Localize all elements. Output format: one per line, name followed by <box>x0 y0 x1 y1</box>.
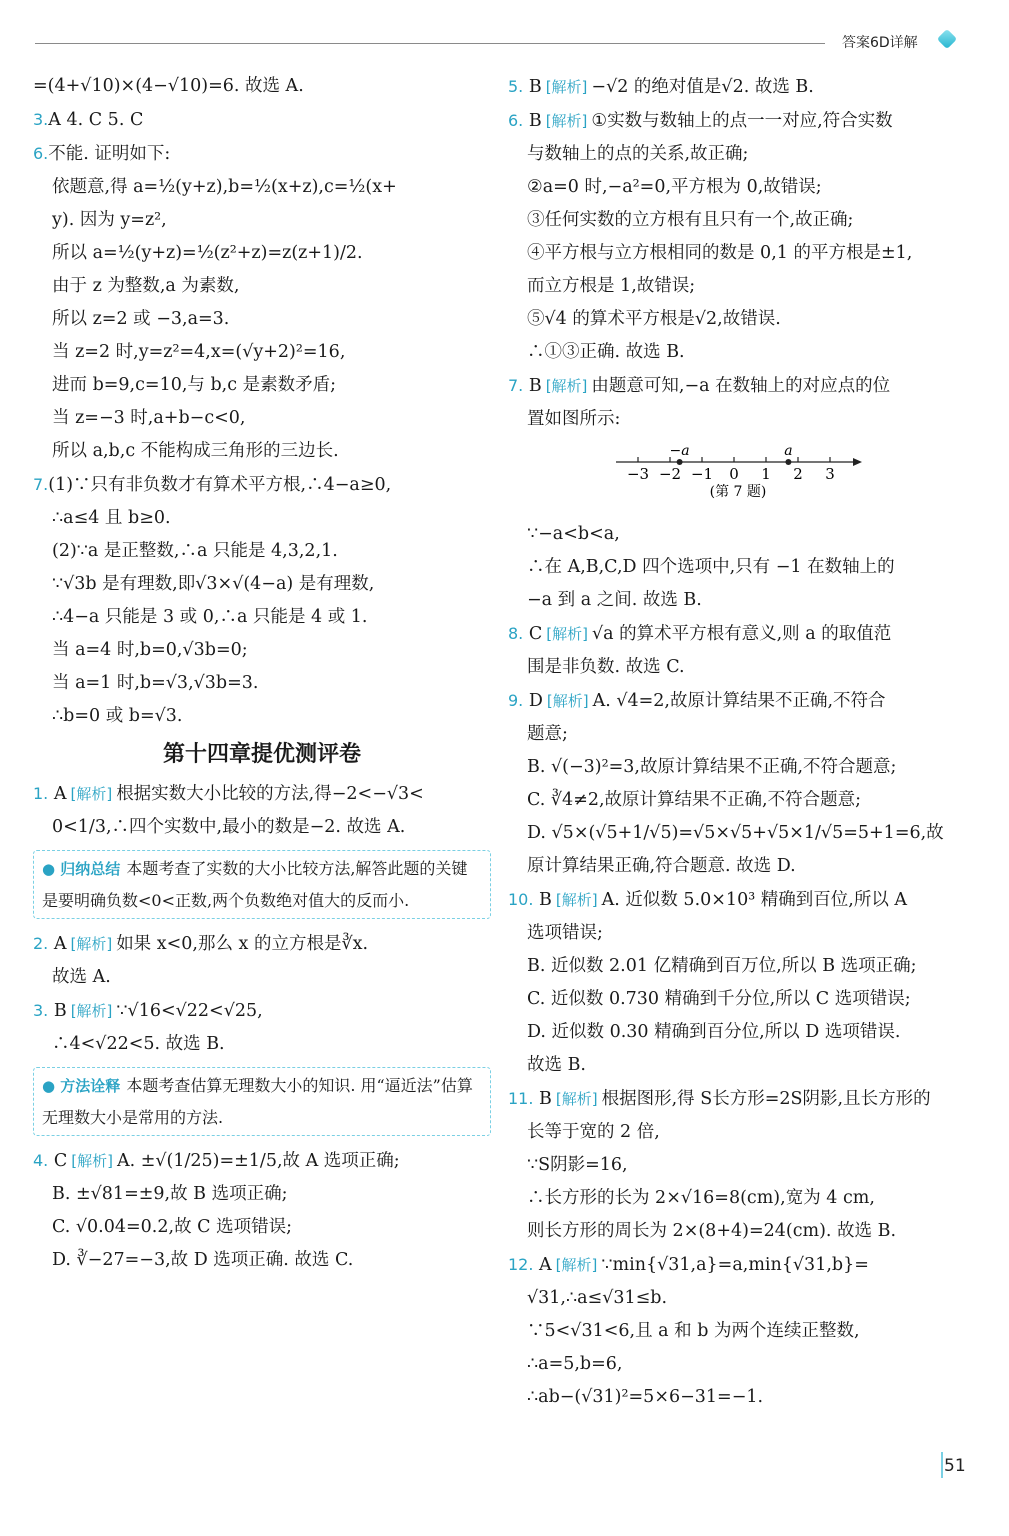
line-text: ①实数与数轴上的点一一对应,符合实数 <box>591 111 893 131</box>
right-text-line <box>508 1182 973 1215</box>
line-text: ∴4−a 只能是 3 或 0,∴a 只能是 4 或 1. <box>52 607 368 627</box>
number-line-svg <box>608 436 868 518</box>
line-text: ∴①③正确. 故选 B. <box>527 342 685 362</box>
neg-a-point <box>677 459 683 465</box>
right-text-line <box>508 369 973 403</box>
analysis-tag: [解析] <box>555 1090 598 1108</box>
analysis-tag: [解析] <box>545 377 588 395</box>
analysis-tag: [解析] <box>546 692 589 710</box>
left-text-line <box>33 137 491 171</box>
line-text: A. ±√(1/25)=±1/5,故 A 选项正确; <box>116 1151 400 1171</box>
line-text: ∵−a<b<a, <box>527 524 620 544</box>
line-text: 故选 B. <box>527 1055 586 1075</box>
line-text: (1)∵只有非负数才有算术平方根,∴4−a≥0, <box>48 475 392 495</box>
question-number: 4. <box>33 1151 49 1170</box>
header-label: 答案6D详解 <box>842 35 918 51</box>
left-text-line <box>33 994 491 1028</box>
left-text-line <box>33 171 491 204</box>
answer-choice: B <box>523 77 542 97</box>
line-text: ∵S阴影=16, <box>527 1155 628 1175</box>
left-text-line <box>33 961 491 994</box>
right-text-line <box>508 171 973 204</box>
line-text: ④平方根与立方根相同的数是 0,1 的平方根是±1, <box>527 243 913 263</box>
analysis-tag: [解析] <box>555 1256 598 1274</box>
left-text-line <box>33 700 491 733</box>
tip-box-text: 本题考查了实数的大小比较方法,解答此题的关键是要明确负数<0<正数,两个负数绝对值大的反而小. <box>42 859 468 910</box>
line-text: C. ∛4≠2,故原计算结果不正确,不符合题意; <box>527 790 861 810</box>
line-text: 根据图形,得 S长方形=2S阴影,且长方形的 <box>601 1089 931 1109</box>
right-text-line <box>508 1049 973 1082</box>
right-text-line <box>508 237 973 270</box>
line-text: 则长方形的周长为 2×(8+4)=24(cm). 故选 B. <box>527 1221 897 1241</box>
line-text: D. ∛−27=−3,故 D 选项正确. 故选 C. <box>52 1250 354 1270</box>
tick-label: −3 <box>626 465 650 483</box>
line-text: ②a=0 时,−a²=0,平方根为 0,故错误; <box>527 177 822 197</box>
left-text-line <box>33 1178 491 1211</box>
answer-choice: B <box>48 1001 67 1021</box>
line-text: 围是非负数. 故选 C. <box>527 657 685 677</box>
line-text: A. √4=2,故原计算结果不正确,不符合 <box>592 691 886 711</box>
line-text: =(4+√10)×(4−√10)=6. 故选 A. <box>33 76 304 96</box>
analysis-tag: [解析] <box>70 1002 113 1020</box>
right-text-line <box>508 917 973 950</box>
line-text: ⑤√4 的算术平方根是√2,故错误. <box>527 309 781 329</box>
line-text: ∴在 A,B,C,D 四个选项中,只有 −1 在数轴上的 <box>527 557 895 577</box>
left-text-line <box>33 535 491 568</box>
analysis-tag: [解析] <box>555 891 598 909</box>
left-text-line <box>33 667 491 700</box>
left-text-line <box>33 402 491 435</box>
line-text: 所以 a=½(y+z)=½(z²+z)=z(z+1)/2. <box>52 243 363 263</box>
line-text: ∵5<√31<6,且 a 和 b 为两个连续正整数, <box>527 1321 860 1341</box>
right-text-line <box>508 751 973 784</box>
line-text: 故选 A. <box>52 967 111 987</box>
question-number: 6. <box>33 144 49 163</box>
line-text: ∴ab−(√31)²=5×6−31=−1. <box>527 1387 764 1407</box>
line-text: 依题意,得 a=½(y+z),b=½(x+z),c=½(x+ <box>52 177 397 197</box>
answer-choice: A <box>48 934 67 954</box>
analysis-tag: [解析] <box>546 625 588 643</box>
line-text: 根据实数大小比较的方法,得−2<−√3< <box>116 784 424 804</box>
right-text-line <box>508 336 973 369</box>
right-text-line <box>508 403 973 436</box>
right-text-line <box>508 70 973 104</box>
right-text-line <box>508 1215 973 1248</box>
left-text-line <box>33 70 491 103</box>
axis-arrow <box>853 458 862 466</box>
right-text-line <box>508 617 973 651</box>
line-text: −√2 的绝对值是√2. 故选 B. <box>591 77 814 97</box>
question-number: 11. <box>508 1089 534 1108</box>
analysis-tag: [解析] <box>545 112 588 130</box>
analysis-tag: [解析] <box>545 78 588 96</box>
question-number: 5. <box>508 77 524 96</box>
right-text-line <box>508 138 973 171</box>
question-number: 12. <box>508 1255 534 1274</box>
line-text: ∵√3b 是有理数,即√3×√(4−a) 是有理数, <box>52 574 375 594</box>
line-text: 所以 a,b,c 不能构成三角形的三边长. <box>52 441 339 461</box>
question-number: 2. <box>33 934 49 953</box>
answer-choice: C <box>48 1151 68 1171</box>
line-text: √31,∴a≤√31≤b. <box>527 1288 668 1308</box>
left-text-line <box>33 435 491 468</box>
left-text-line <box>33 336 491 369</box>
line-text: 当 a=4 时,b=0,√3b=0; <box>52 640 248 660</box>
question-number: 6. <box>508 111 524 130</box>
answer-choice: C <box>523 624 543 644</box>
line-text: D. √5×(√5+1/√5)=√5×√5+√5×1/√5=5+1=6,故 <box>527 823 944 843</box>
tip-box-title: ● 归纳总结 <box>42 860 121 878</box>
line-text: B. 近似数 2.01 亿精确到百万位,所以 B 选项正确; <box>527 956 917 976</box>
tip-box-text: 本题考查估算无理数大小的知识. 用“逼近法”估算无理数大小是常用的方法. <box>42 1076 473 1127</box>
line-text: ∴长方形的长为 2×√16=8(cm),宽为 4 cm, <box>527 1188 875 1208</box>
left-text-line <box>33 1144 491 1178</box>
line-text: 选项错误; <box>527 923 603 943</box>
left-text-line <box>33 1244 491 1277</box>
tick-label: 0 <box>729 465 739 483</box>
question-number: 3. <box>33 110 49 129</box>
right-text-line <box>508 718 973 751</box>
line-text: 由题意可知,−a 在数轴上的对应点的位 <box>591 376 891 396</box>
question-number: 7. <box>33 475 49 494</box>
left-text-line <box>33 927 491 961</box>
line-text: A 4. C 5. C <box>48 110 144 130</box>
gem-icon <box>937 29 957 49</box>
left-text-line <box>33 1028 491 1061</box>
left-text-line <box>33 237 491 270</box>
line-text: 与数轴上的点的关系,故正确; <box>527 144 749 164</box>
line-text: 进而 b=9,c=10,与 b,c 是素数矛盾; <box>52 375 337 395</box>
line-text: 题意; <box>527 724 568 744</box>
line-text: 不能. 证明如下: <box>48 144 171 164</box>
question-number: 7. <box>508 376 524 395</box>
tip-box <box>33 850 491 919</box>
analysis-tag: [解析] <box>71 1152 113 1170</box>
answer-choice: B <box>523 376 542 396</box>
line-text: ∴4<√22<5. 故选 B. <box>52 1034 225 1054</box>
page-number: 51 <box>944 1456 966 1476</box>
right-text-line <box>508 950 973 983</box>
chapter-title: 第十四章提优测评卷 <box>162 742 361 767</box>
line-text: 当 a=1 时,b=√3,√3b=3. <box>52 673 259 693</box>
tip-box-title: ● 方法诠释 <box>42 1077 121 1095</box>
tick-label: 1 <box>761 465 771 483</box>
left-text-line <box>33 634 491 667</box>
header-rule <box>35 43 825 44</box>
line-text: 当 z=2 时,y=z²=4,x=(√y+2)²=16, <box>52 342 346 362</box>
line-text: 置如图所示: <box>527 409 621 429</box>
left-text-line <box>33 303 491 336</box>
answer-choice: D <box>523 691 543 711</box>
line-text: C. √0.04=0.2,故 C 选项错误; <box>52 1217 292 1237</box>
right-text-line <box>508 584 973 617</box>
left-text-line <box>33 270 491 303</box>
left-text-line <box>33 811 491 844</box>
line-text: −a 到 a 之间. 故选 B. <box>527 590 702 610</box>
right-text-line <box>508 204 973 237</box>
left-text-line <box>33 777 491 811</box>
right-text-line <box>508 883 973 917</box>
line-text: D. 近似数 0.30 精确到百分位,所以 D 选项错误. <box>527 1022 901 1042</box>
tick-label: −2 <box>658 465 682 483</box>
right-text-line <box>508 1282 973 1315</box>
left-text-line <box>33 502 491 535</box>
question-number: 3. <box>33 1001 49 1020</box>
line-text: 当 z=−3 时,a+b−c<0, <box>52 408 246 428</box>
left-text-line <box>33 468 491 502</box>
tick-label: 3 <box>825 465 835 483</box>
answer-choice: B <box>523 111 542 131</box>
line-text: 长等于宽的 2 倍, <box>527 1122 660 1142</box>
right-text-line <box>508 104 973 138</box>
line-text: 所以 z=2 或 −3,a=3. <box>52 309 230 329</box>
left-text-line <box>33 601 491 634</box>
left-text-line <box>33 103 491 137</box>
line-text: 而立方根是 1,故错误; <box>527 276 696 296</box>
line-text: B. ±√81=±9,故 B 选项正确; <box>52 1184 288 1204</box>
figure-caption: (第 7 题) <box>709 484 767 500</box>
line-text: ∵√16<√22<√25, <box>116 1001 263 1021</box>
a-label: a <box>784 443 793 459</box>
right-text-line <box>508 1116 973 1149</box>
right-text-line <box>508 651 973 684</box>
left-text-line <box>33 369 491 402</box>
left-text-line <box>33 1211 491 1244</box>
line-text: ∴a=5,b=6, <box>527 1354 623 1374</box>
right-column <box>508 70 973 1414</box>
question-number: 8. <box>508 624 524 643</box>
right-text-line <box>508 850 973 883</box>
right-text-line <box>508 1149 973 1182</box>
line-text: 由于 z 为整数,a 为素数, <box>52 276 240 296</box>
tick-label: 2 <box>793 465 803 483</box>
analysis-tag: [解析] <box>70 785 113 803</box>
neg-a-label: −a <box>669 443 690 459</box>
line-text: 如果 x<0,那么 x 的立方根是∛x. <box>116 934 369 954</box>
right-text-line <box>508 518 973 551</box>
number-line-figure <box>508 436 973 518</box>
question-number: 10. <box>508 890 534 909</box>
line-text: A. 近似数 5.0×10³ 精确到百位,所以 A <box>601 890 908 910</box>
right-text-line <box>508 1082 973 1116</box>
line-text: C. 近似数 0.730 精确到千分位,所以 C 选项错误; <box>527 989 911 1009</box>
line-text: ∴a≤4 且 b≥0. <box>52 508 171 528</box>
line-text: (2)∵a 是正整数,∴a 只能是 4,3,2,1. <box>52 541 338 561</box>
right-text-line <box>508 817 973 850</box>
page-header <box>0 0 1009 60</box>
right-text-line <box>508 1315 973 1348</box>
left-text-line <box>33 204 491 237</box>
line-text: ③任何实数的立方根有且只有一个,故正确; <box>527 210 854 230</box>
question-number: 9. <box>508 691 524 710</box>
analysis-tag: [解析] <box>70 935 113 953</box>
tip-box <box>33 1067 491 1136</box>
line-text: ∴b=0 或 b=√3. <box>52 706 183 726</box>
right-text-line <box>508 1348 973 1381</box>
right-text-line <box>508 1248 973 1282</box>
line-text: ∵min{√31,a}=a,min{√31,b}= <box>601 1255 869 1275</box>
answer-choice: B <box>533 890 552 910</box>
question-number: 1. <box>33 784 49 803</box>
right-text-line <box>508 684 973 718</box>
left-column <box>33 70 491 1277</box>
right-text-line <box>508 1381 973 1414</box>
line-text: B. √(−3)²=3,故原计算结果不正确,不符合题意; <box>527 757 897 777</box>
answer-choice: A <box>533 1255 552 1275</box>
right-text-line <box>508 983 973 1016</box>
tick-label: −1 <box>690 465 714 483</box>
answer-choice: A <box>48 784 67 804</box>
a-point <box>785 459 791 465</box>
line-text: 0<1/3,∴四个实数中,最小的数是−2. 故选 A. <box>52 817 406 837</box>
right-text-line <box>508 270 973 303</box>
line-text: y). 因为 y=z², <box>52 210 167 230</box>
line-text: √a 的算术平方根有意义,则 a 的取值范 <box>591 624 892 644</box>
answer-choice: B <box>533 1089 552 1109</box>
line-text: 原计算结果正确,符合题意. 故选 D. <box>527 856 796 876</box>
right-text-line <box>508 1016 973 1049</box>
right-text-line <box>508 784 973 817</box>
right-text-line <box>508 303 973 336</box>
left-text-line <box>33 568 491 601</box>
right-text-line <box>508 551 973 584</box>
